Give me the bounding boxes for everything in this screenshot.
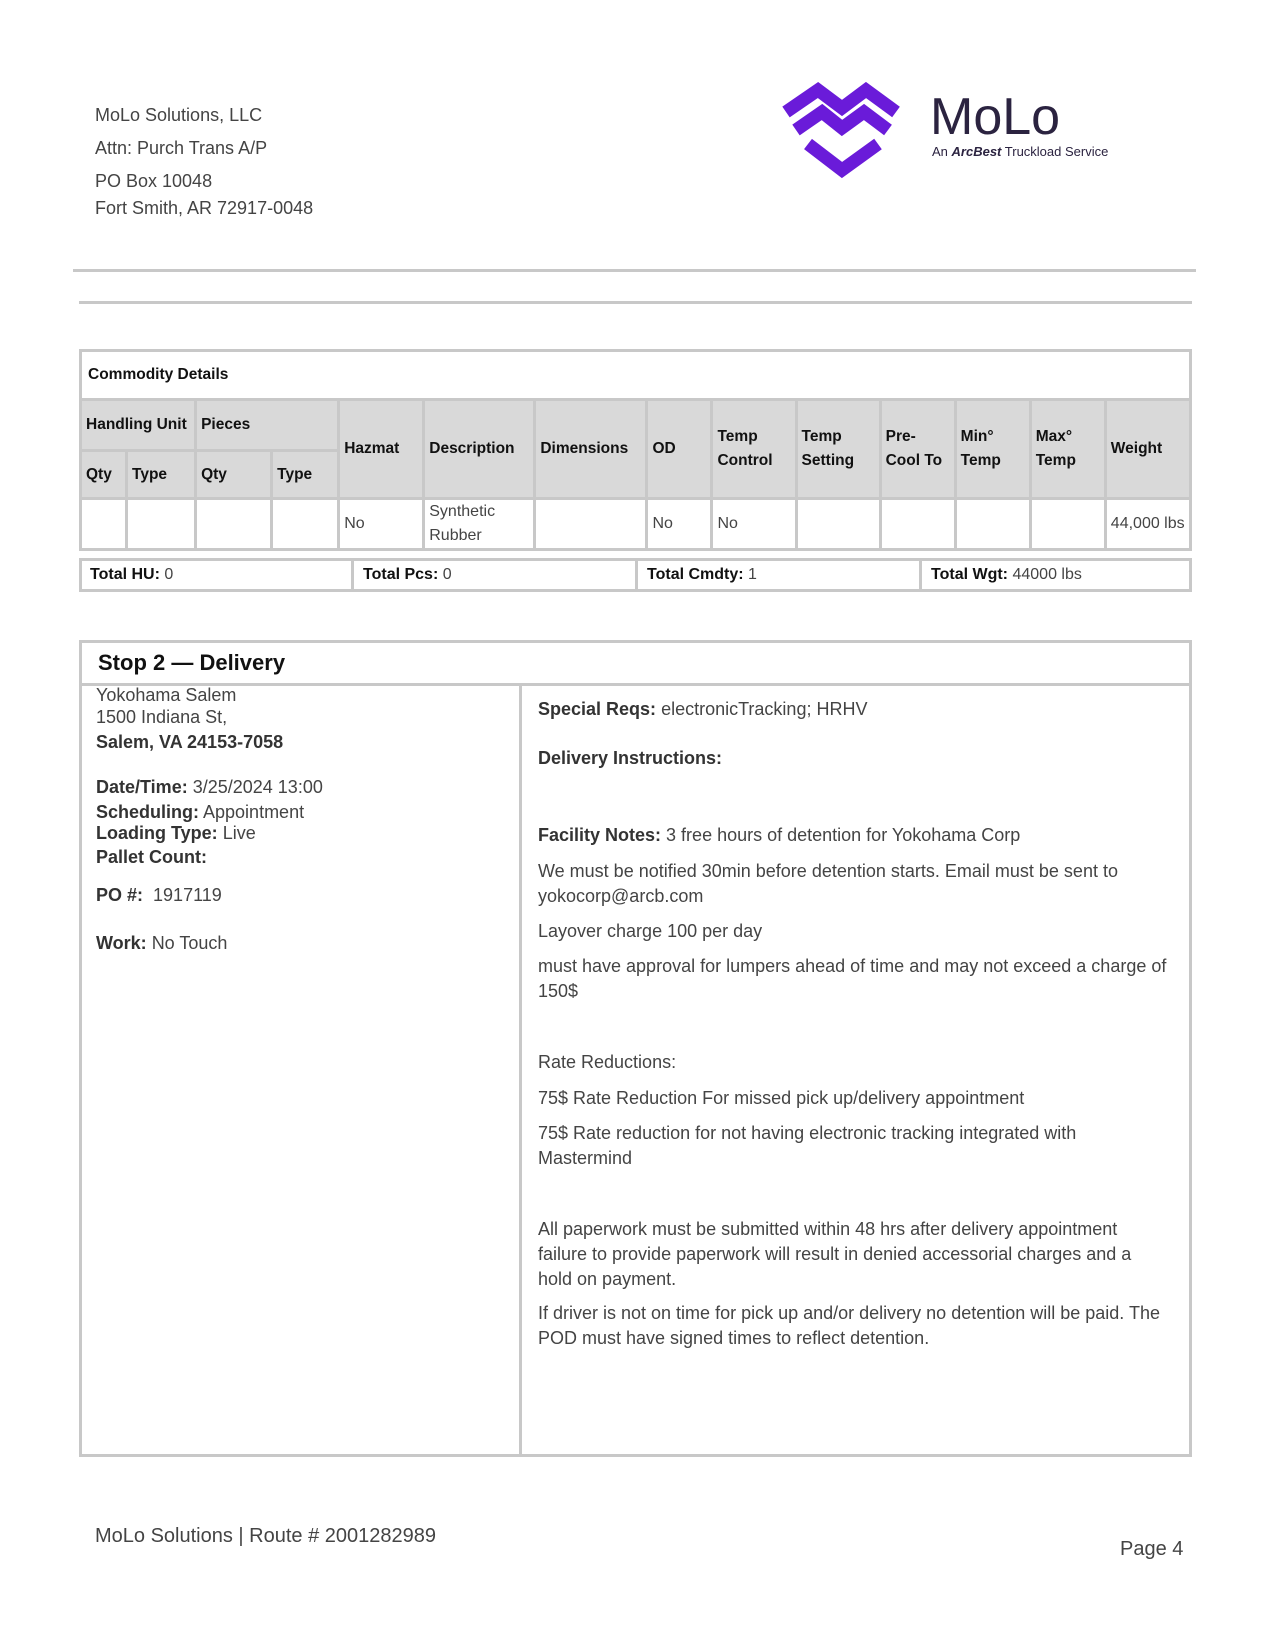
note-paperwork: All paperwork must be submitted within 48 hrs after delivery appointment failure to provide paperwork will result in denied accessorial charges and a hold on payment. [538, 1219, 1132, 1289]
totals-divider [919, 561, 922, 589]
note-rate-reductions: Rate Reductions: [538, 1052, 677, 1072]
facility-name: Yokohama Salem [96, 685, 237, 705]
total-cmdty: Total Cmdty: 1 [647, 566, 757, 583]
facility-notes: Facility Notes: 3 free hours of detention for Yokohama Corp [538, 825, 1021, 845]
table-row [81, 499, 1191, 550]
col-handling-unit: Handling Unit [81, 400, 196, 451]
cell-od: No [647, 499, 712, 550]
col-weight: Weight [1105, 400, 1190, 499]
cell-max-temp [1030, 499, 1105, 550]
cell-temp-setting [796, 499, 880, 550]
col-pc-type: Type [272, 451, 339, 499]
logo-wordmark: MoLo [930, 88, 1061, 146]
date-time: Date/Time: 3/25/2024 13:00 [96, 777, 323, 797]
col-hu-type: Type [127, 451, 196, 499]
cell-description: Synthetic Rubber [424, 499, 535, 550]
commodity-title: Commodity Details [81, 351, 1191, 400]
col-max-temp: Max° Temp [1030, 400, 1105, 499]
cell-weight: 44,000 lbs [1105, 499, 1190, 550]
section-divider [79, 301, 1192, 304]
note-layover: Layover charge 100 per day [538, 921, 763, 941]
scheduling: Scheduling: Appointment [96, 802, 305, 822]
cell-dimensions [535, 499, 647, 550]
po-number: PO #: 1917119 [96, 885, 222, 905]
stop-section [79, 640, 1192, 1457]
pallet-count: Pallet Count: [96, 847, 207, 867]
totals-divider [351, 561, 354, 589]
commodity-totals [79, 558, 1192, 592]
col-dimensions: Dimensions [535, 400, 647, 499]
col-pc-qty: Qty [196, 451, 272, 499]
cell-hu-type [127, 499, 196, 550]
cell-pre-cool [880, 499, 955, 550]
address-line-pobox: PO Box 10048 [95, 171, 213, 191]
note-missed-appointment: 75$ Rate Reduction For missed pick up/delivery appointment [538, 1088, 1025, 1108]
loading-type: Loading Type: Live [96, 823, 256, 843]
address-line-city: Fort Smith, AR 72917-0048 [95, 198, 314, 218]
note-detention: If driver is not on time for pick up and/or delivery no detention will be paid. The POD must have signed times to reflect detention. [538, 1303, 1161, 1348]
header-divider [73, 269, 1196, 272]
col-temp-setting: Temp Setting [796, 400, 880, 499]
col-hu-qty: Qty [81, 451, 127, 499]
work-type: Work: No Touch [96, 933, 228, 953]
cell-pc-qty [196, 499, 272, 550]
col-od: OD [647, 400, 712, 499]
cell-pc-type [272, 499, 339, 550]
col-min-temp: Min° Temp [955, 400, 1030, 499]
totals-divider [635, 561, 638, 589]
facility-street: 1500 Indiana St, [96, 707, 228, 727]
total-hu: Total HU: 0 [90, 566, 174, 583]
stop-column-divider [519, 686, 522, 1454]
cell-min-temp [955, 499, 1030, 550]
delivery-instructions-label: Delivery Instructions: [538, 748, 723, 768]
note-lumpers: must have approval for lumpers ahead of time and may not exceed a charge of 150$ [538, 956, 1167, 1001]
molo-logo [778, 82, 1148, 182]
col-description: Description [424, 400, 535, 499]
cell-hazmat: No [339, 499, 424, 550]
address-line-company: MoLo Solutions, LLC [95, 105, 263, 125]
col-pieces: Pieces [196, 400, 339, 451]
col-hazmat: Hazmat [339, 400, 424, 499]
address-line-attn: Attn: Purch Trans A/P [95, 138, 268, 158]
special-reqs: Special Reqs: electronicTracking; HRHV [538, 699, 868, 719]
total-pcs: Total Pcs: 0 [363, 566, 452, 583]
molo-logo-mark [786, 90, 896, 170]
logo-tagline: An ArcBest Truckload Service [932, 144, 1109, 159]
col-temp-control: Temp Control [712, 400, 796, 499]
cell-hu-qty [81, 499, 127, 550]
stop-title: Stop 2 — Delivery [82, 643, 1189, 686]
footer-route: MoLo Solutions | Route # 2001282989 [95, 1525, 437, 1547]
note-notification: We must be notified 30min before detention starts. Email must be sent to yokocorp@arcb.com [538, 861, 1118, 906]
note-electronic-tracking: 75$ Rate reduction for not having electronic tracking integrated with Mastermind [538, 1123, 1077, 1168]
cell-temp-control: No [712, 499, 796, 550]
facility-city: Salem, VA 24153-7058 [96, 732, 284, 752]
total-wgt: Total Wgt: 44000 lbs [931, 566, 1082, 583]
page-number: Page 4 [1120, 1538, 1184, 1560]
commodity-table [79, 349, 1192, 551]
col-pre-cool: Pre-Cool To [880, 400, 955, 499]
